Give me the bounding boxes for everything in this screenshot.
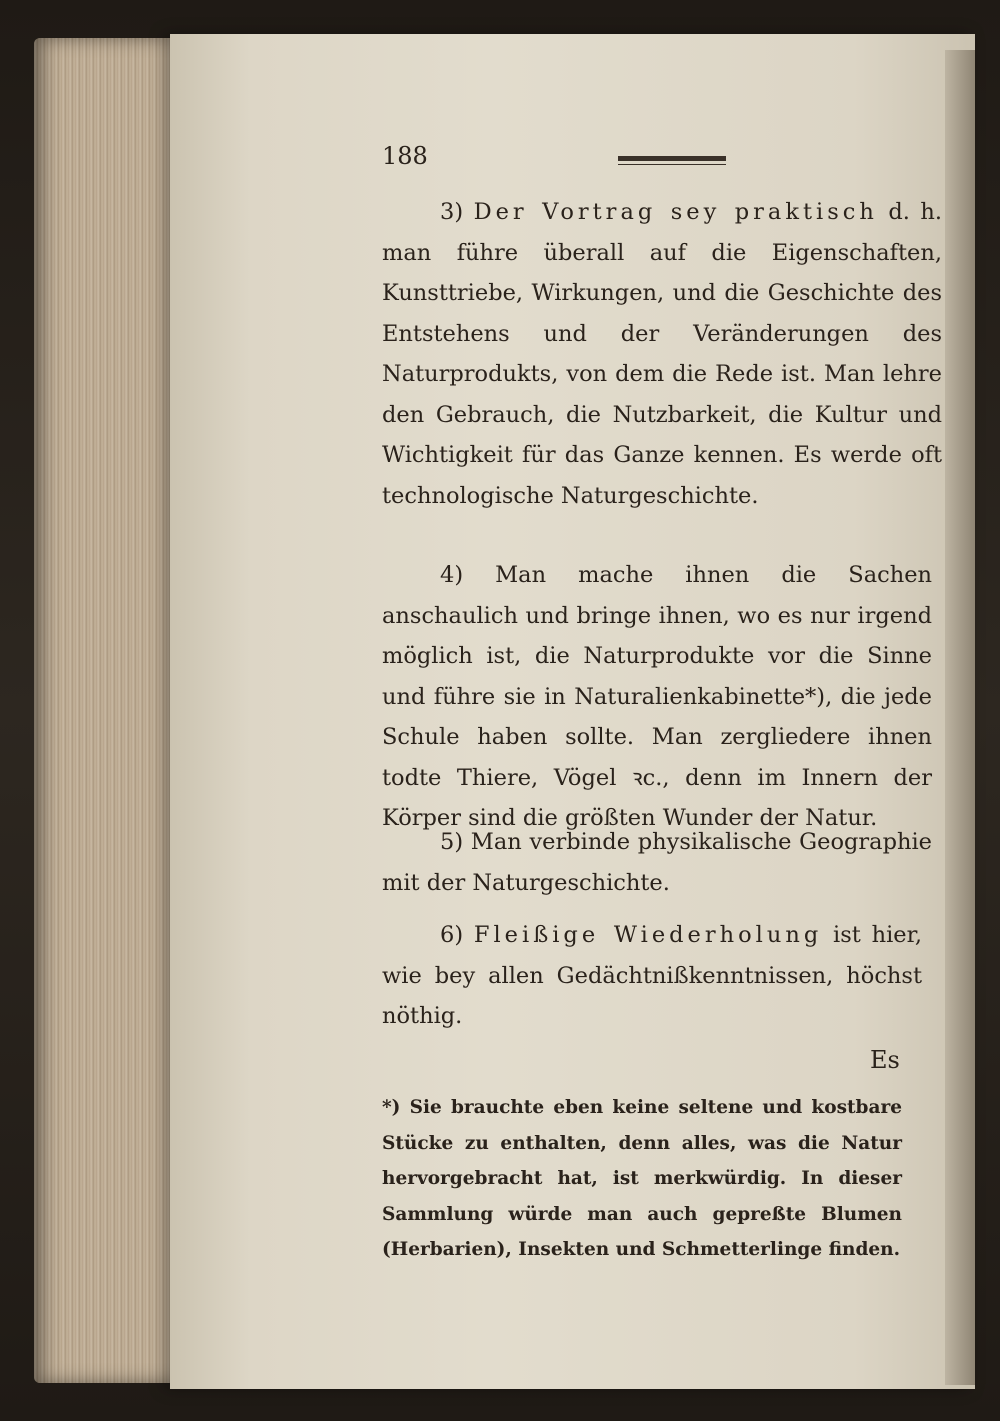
catchword: Es xyxy=(870,1046,900,1074)
page-number: 188 xyxy=(382,142,428,170)
header-rule-thin xyxy=(618,164,726,165)
paragraph-number: 5) xyxy=(440,829,464,855)
paragraph-lead: Man verbinde physikalische Geographie xyxy=(470,829,932,855)
paragraph-text: mit der Naturgeschichte. xyxy=(382,869,670,896)
footnote xyxy=(382,1090,902,1268)
paragraph-number: 3) xyxy=(440,199,464,225)
paragraph-lead: Der Vortrag sey praktisch xyxy=(473,199,878,225)
paragraph-6 xyxy=(382,915,922,1037)
paragraph-number: 4) xyxy=(440,562,464,588)
paragraph-3 xyxy=(382,192,942,516)
paragraph-text: ist hier, wie bey allen Gedächtnißkenntnissen, höchst nöthig. xyxy=(382,922,923,1029)
paragraph-lead: Fleißige Wiederholung xyxy=(473,922,823,948)
paragraph-4 xyxy=(382,555,932,839)
paragraph-number: 6) xyxy=(440,922,464,948)
book-spine-shadow xyxy=(945,50,975,1385)
header-rule xyxy=(618,156,726,161)
paragraph-5 xyxy=(382,822,932,903)
paragraph-text: d. h. man führe überall auf die Eigenschaften, Kunsttriebe, Wirkungen, und die Geschichte des Entstehens und der Veränderungen des Naturprodukts, von dem die Rede ist. Man lehre den Gebrauch, die Nutzbarkeit, die Kultur und Wichtigkeit für das Ganze kennen. Es werde oft technologische Naturgeschichte. xyxy=(382,199,942,509)
paragraph-lead: Man mache ihnen die Sachen anschaulich xyxy=(382,562,933,629)
paragraph-text: und bringe ihnen, wo es nur irgend möglich ist, die Naturprodukte vor die Sinne und führe sie in Naturalienkabinette*), die jede Schule haben sollte. Man zergliedere ihnen todte Thiere, Vögel ꝛc., denn im Innern der Körper sind die größten Wunder der Natur. xyxy=(382,602,932,831)
footnote-text: *) Sie brauchte eben keine seltene und kostbare Stücke zu enthalten, denn alles, was die Natur hervorgebracht hat, ist merkwürdig. In dieser Sammlung würde man auch gepreßte Blumen (Herbarien), Insekten und Schmetterlinge finden. xyxy=(382,1097,902,1260)
